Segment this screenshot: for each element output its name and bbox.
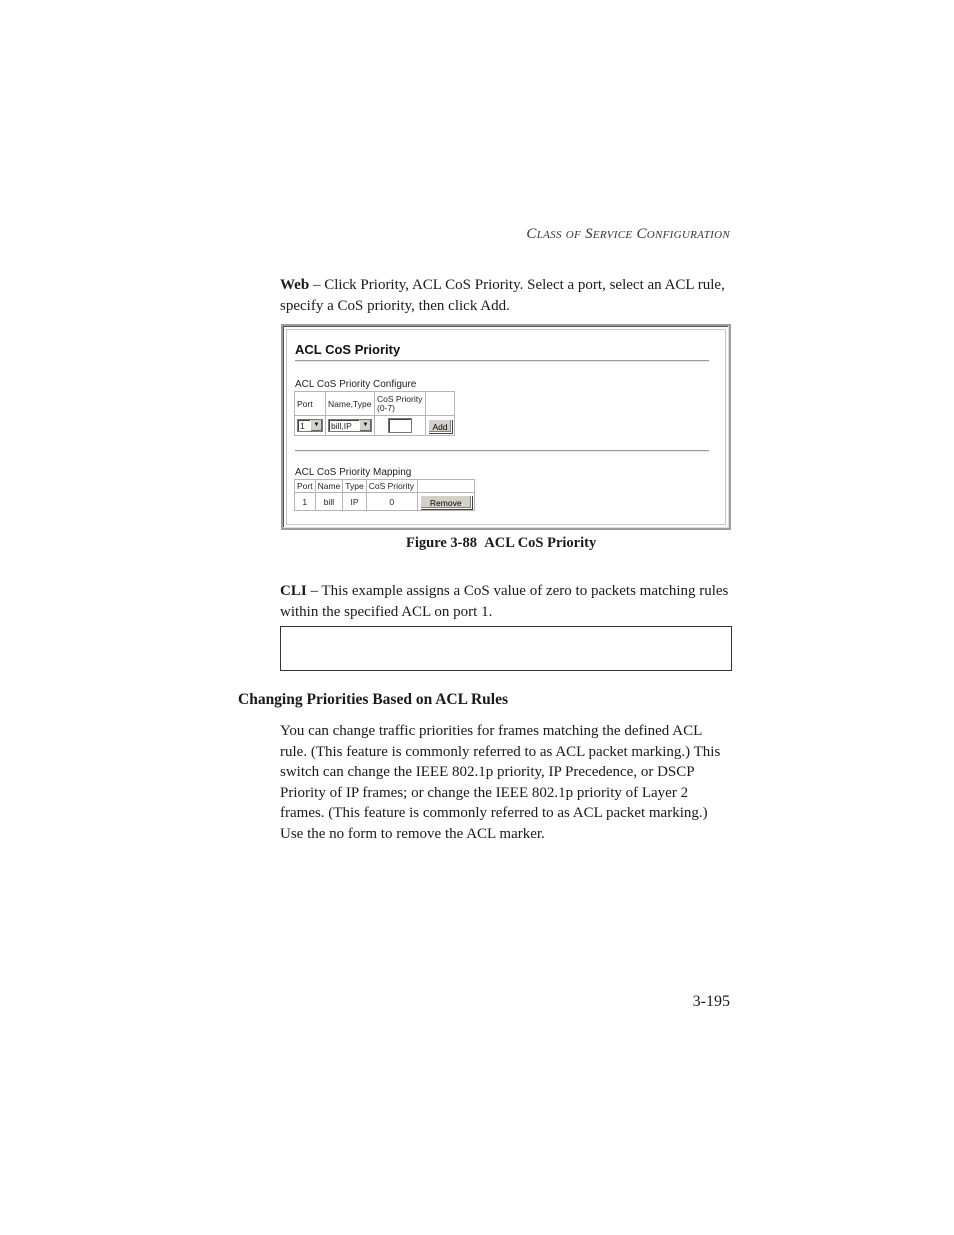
acl-name-type-value: bill,IP [331,421,352,431]
web-text: – Click Priority, ACL CoS Priority. Select a port, select an ACL rule, specify a CoS priority, then click Add. [280,277,725,314]
mapping-table [294,479,475,511]
port-select-value: 1 [300,421,305,431]
screenshot-inner-frame [286,329,726,525]
configure-add-cell [426,416,455,436]
mapping-header-name: Name [315,480,343,493]
cli-text: – This example assigns a CoS value of zero to packets matching rules within the specified ACL on port 1. [280,583,729,620]
port-select[interactable] [297,419,323,432]
body-paragraph: You can change traffic priorities for frames matching the defined ACL rule. (This feature is commonly referred to as ACL packet marking.) This switch can change the IEEE 802.1p priority, IP Precedence, or DSCP Priority of IP frames; or change the IEEE 802.1p priority of Layer 2 frames. (This feature is commonly referred to as ACL packet marking.) Use the no form to remove the ACL marker. [280,723,721,842]
mapping-label: ACL CoS Priority Mapping [295,467,412,478]
chevron-down-icon[interactable]: ▼ [310,420,322,431]
mapping-remove-cell [417,493,474,511]
cli-instructions [280,581,732,622]
configure-label: ACL CoS Priority Configure [295,379,417,390]
remove-button[interactable]: Remove [420,495,472,509]
figure-caption [406,535,596,552]
section-divider [295,450,709,452]
add-button[interactable]: Add [428,419,452,433]
table-row [295,493,475,511]
figure-title: ACL CoS Priority [484,535,597,551]
running-header [526,226,730,243]
web-label: Web [280,277,310,293]
mapping-type-cell: IP [343,493,366,511]
chevron-down-icon[interactable]: ▼ [359,420,371,431]
cli-example-box [280,626,732,671]
configure-header-port: Port [295,392,326,416]
acl-cos-priority-screenshot [281,324,731,530]
configure-header-blank [426,392,455,416]
cos-priority-input[interactable] [388,418,412,433]
mapping-header-blank [417,480,474,493]
section-heading: Changing Priorities Based on ACL Rules [238,691,508,708]
acl-name-type-select[interactable] [328,419,372,432]
mapping-header-cos: CoS Priority [366,480,417,493]
configure-name-type-cell [326,416,375,436]
mapping-name-cell: bill [315,493,343,511]
mapping-header-type: Type [343,480,366,493]
running-header-text: Class of Service Configuration [526,226,730,242]
configure-port-cell [295,416,326,436]
screenshot-title: ACL CoS Priority [295,342,401,357]
figure-number: Figure 3-88 [406,535,478,551]
mapping-port-cell: 1 [295,493,316,511]
cli-label: CLI [280,583,307,599]
configure-header-cos: CoS Priority (0-7) [375,392,426,416]
configure-header-name-type: Name,Type [326,392,375,416]
configure-cos-cell [375,416,426,436]
mapping-cos-cell: 0 [366,493,417,511]
mapping-header-port: Port [295,480,316,493]
configure-table [294,391,455,436]
page-number: 3-195 [692,993,730,1010]
web-instructions [280,275,732,316]
title-divider [295,360,709,362]
